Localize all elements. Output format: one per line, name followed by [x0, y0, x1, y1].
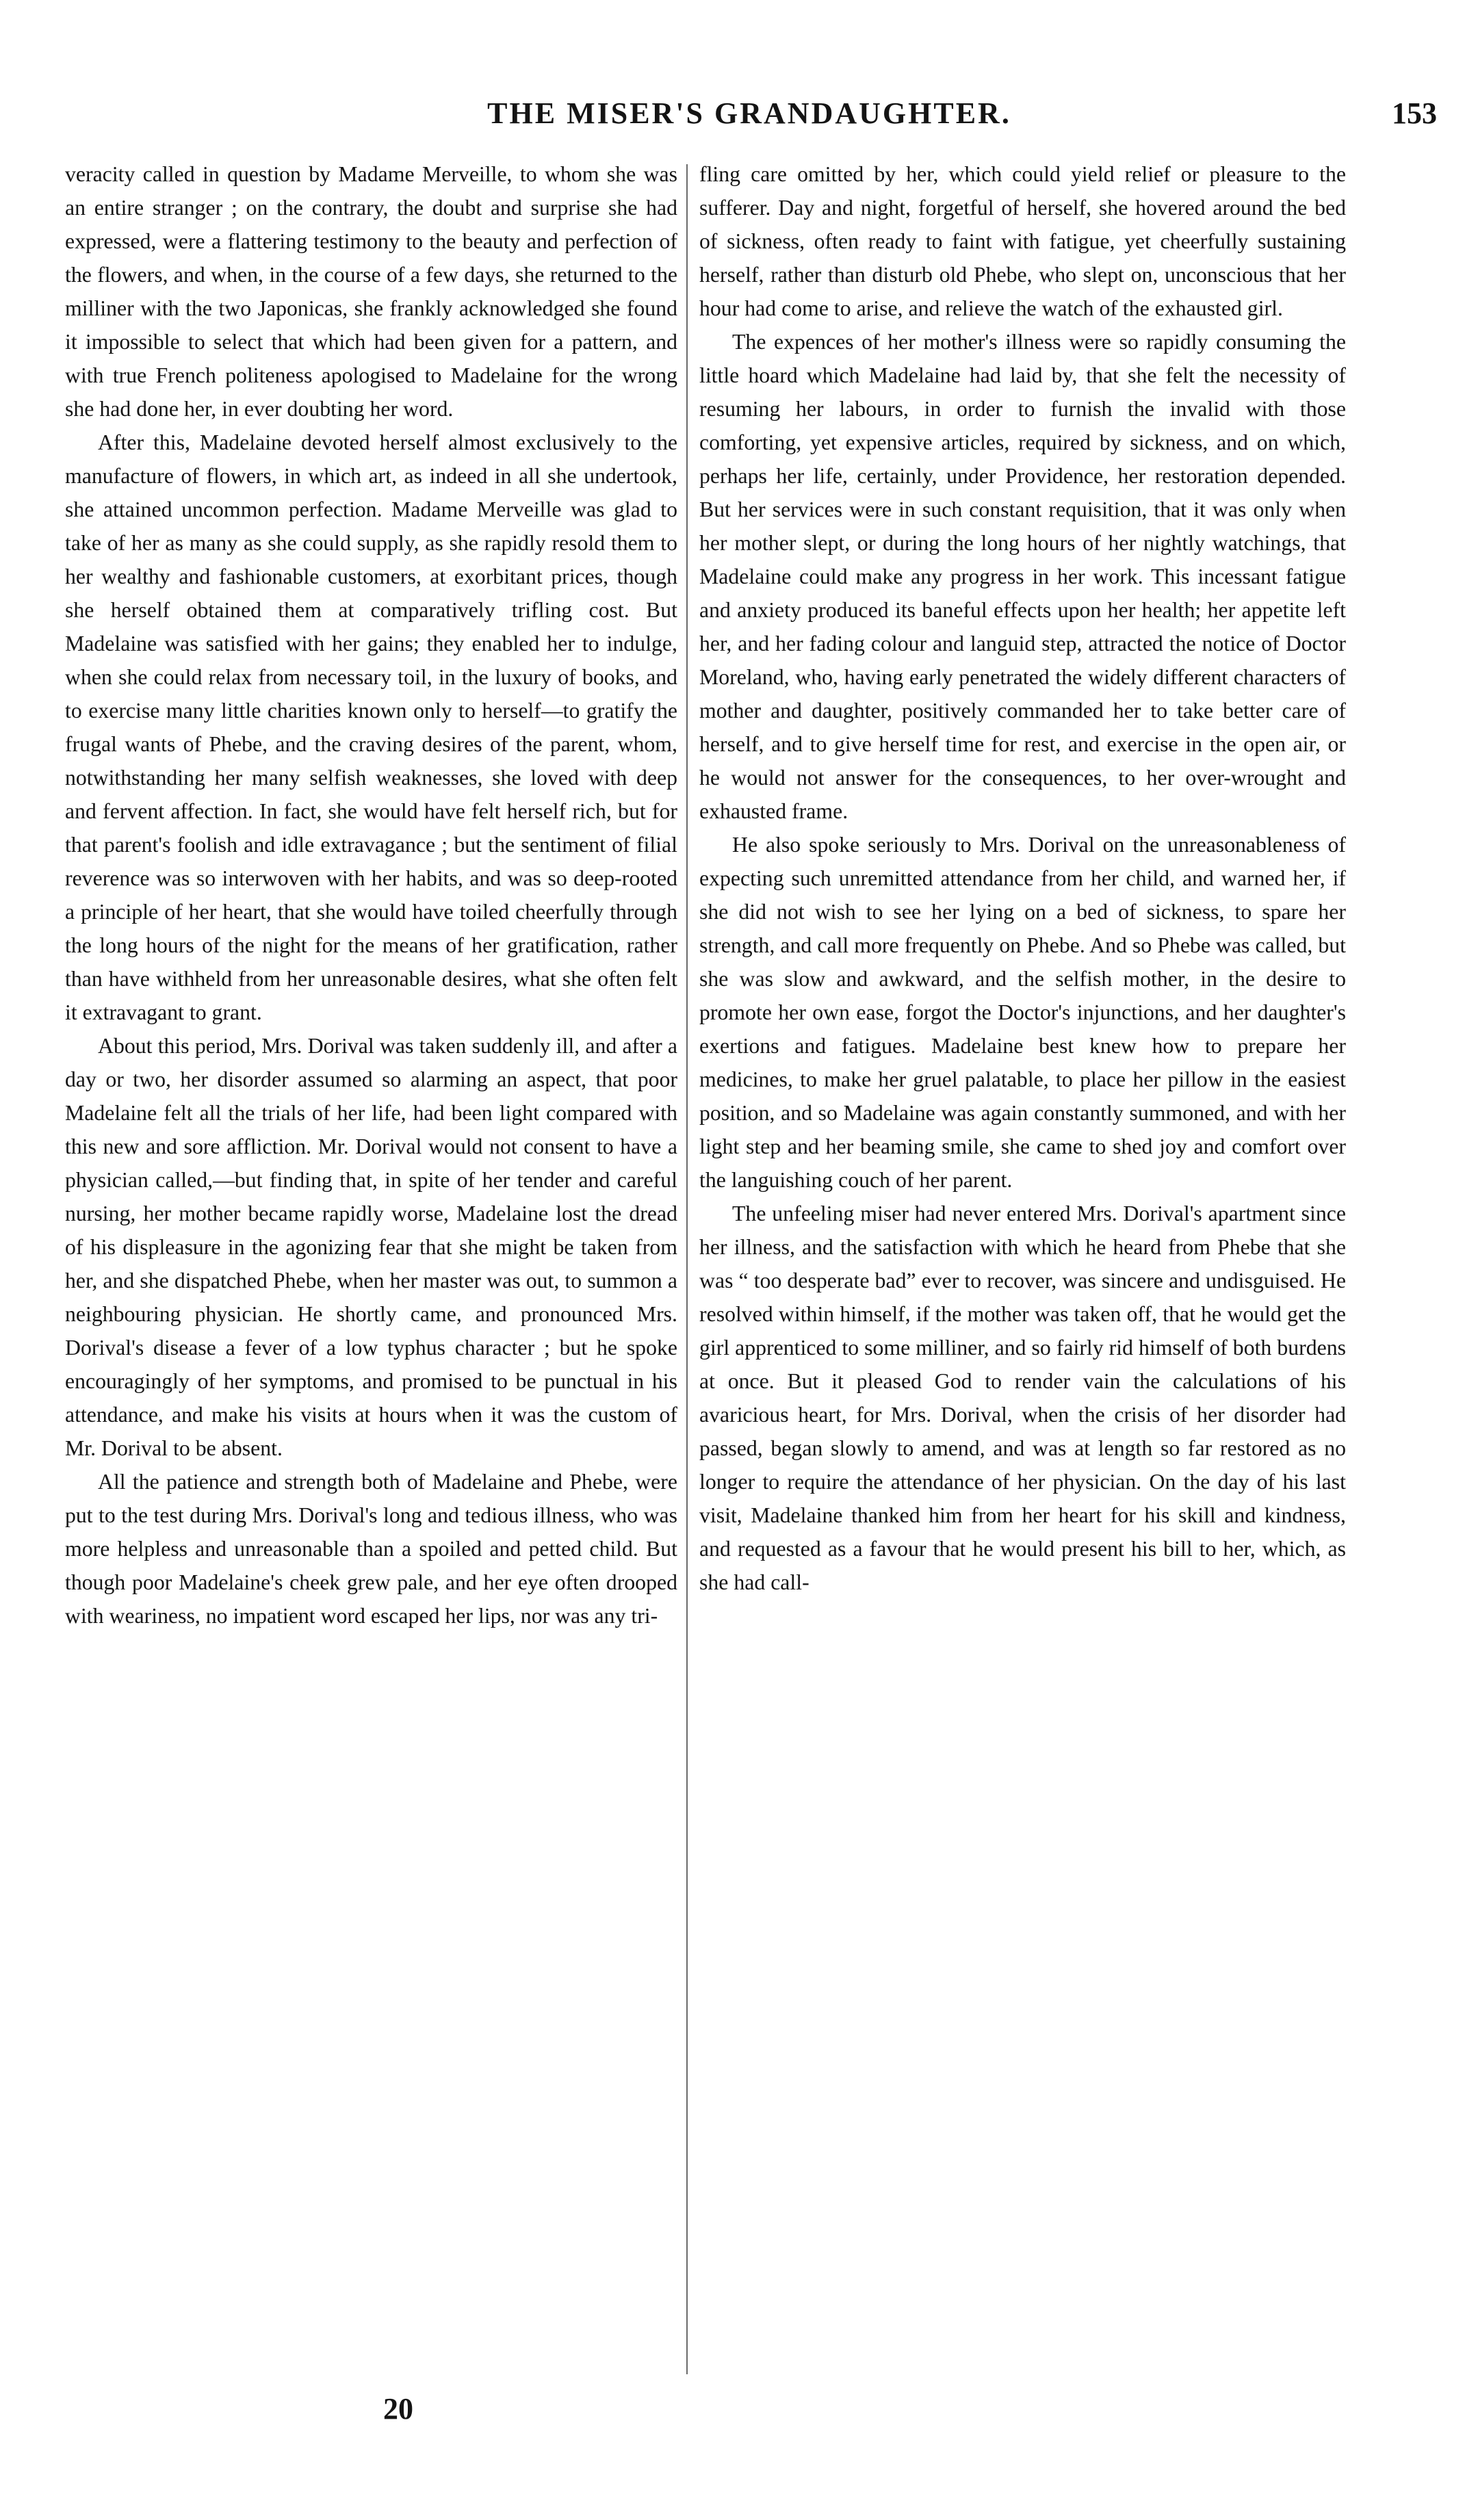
paragraph: He also spoke seriously to Mrs. Dorival on the unreasonableness of expecting such unremitted attendance from her child, and warned her, if she did not wish to see her lying on a bed of sickness, to spare her strength, and call more frequently on Phebe. And so Phebe was called, but she was slow and awkward, and the selfish mother, in the desire to promote her own ease, forgot the Doctor's injunctions, and her daughter's exertions and fatigues. Madelaine best knew how to prepare her medicines, to make her gruel palatable, to place her pillow in the easiest position, and so Madelaine was again constantly summoned, and with her light step and her beaming smile, she came to shed joy and comfort over the languishing couch of her parent.	[699, 833, 1346, 1192]
left-column	[65, 157, 677, 2388]
paragraph: veracity called in question by Madame Merveille, to whom she was an entire stranger ; on the contrary, the doubt and surprise she had expressed, were a flattering testimony to the beauty and perfection of the flowers, and when, in the course of a few days, she returned to the milliner with the two Japonicas, she frankly acknowledged she found it impossible to select that which had been given for a pattern, and with true French politeness apologised to Madelaine for the wrong she had done her, in ever doubting her word.	[65, 162, 677, 421]
paragraph: fling care omitted by her, which could yield relief or pleasure to the sufferer. Day and night, forgetful of herself, she hovered around the bed of sickness, often ready to faint with fatigue, yet cheerfully sustaining herself, rather than disturb old Phebe, who slept on, unconscious that her hour had come to arise, and relieve the watch of the exhausted girl.	[699, 162, 1346, 320]
running-title: THE MISER'S GRANDAUGHTER.	[487, 96, 1011, 130]
paragraph: About this period, Mrs. Dorival was taken suddenly ill, and after a day or two, her disorder assumed so alarming an aspect, that poor Madelaine felt all the trials of her life, had been light compared with this new and sore affliction. Mr. Dorival would not consent to have a physician called,—but finding that, in spite of her tender and careful nursing, her mother became rapidly worse, Madelaine lost the dread of his displeasure in the agonizing fear that she might be taken from her, and she dispatched Phebe, when her master was out, to summon a neighbouring physician. He shortly came, and pronounced Mrs. Dorival's disease a fever of a low typhus character ; but he spoke encouragingly of her symptoms, and promised to be punctual in his attendance, and make his visits at hours when it was the custom of Mr. Dorival to be absent.	[65, 1034, 677, 1460]
column-divider	[686, 164, 688, 2374]
right-column	[699, 157, 1346, 2388]
paragraph: The unfeeling miser had never entered Mrs. Dorival's apartment since her illness, and the satisfaction with which he heard from Phebe that she was “ too desperate bad” ever to recover, was sincere and undisguised. He resolved within himself, if the mother was taken off, that he would get the girl apprenticed to some milliner, and so fairly rid himself of both burdens at once. But it pleased God to render vain the calculations of his avaricious heart, for Mrs. Dorival, when the crisis of her disorder had passed, began slowly to amend, and was at length so far restored as no longer to require the attendance of her physician. On the day of his last visit, Madelaine thanked him from her heart for his skill and kindness, and requested as a favour that he would present his bill to her, which, as she had call-	[699, 1201, 1346, 1594]
page-header	[62, 96, 1437, 144]
page-number: 153	[1392, 96, 1437, 130]
signature-mark: 20	[383, 2392, 413, 2426]
paragraph: The expences of her mother's illness were so rapidly consuming the little hoard which Madelaine had laid by, that she felt the necessity of resuming her labours, in order to furnish the invalid with those comforting, yet expensive articles, required by sickness, and on which, perhaps her life, certainly, under Providence, her restoration depended. But her services were in such constant requisition, that it was only when her mother slept, or during the long hours of her nightly watchings, that Madelaine could make any progress in her work. This incessant fatigue and anxiety produced its baneful effects upon her health; her appetite left her, and her fading colour and languid step, attracted the notice of Doctor Moreland, who, having early penetrated the widely different characters of mother and daughter, positively commanded her to take better care of herself, and to give herself time for rest, and exercise in the open air, or he would not answer for the consequences, to her over-wrought and exhausted frame.	[699, 330, 1346, 823]
paragraph: All the patience and strength both of Madelaine and Phebe, were put to the test during Mrs. Dorival's long and tedious illness, who was more helpless and unreasonable than a spoiled and petted child. But though poor Madelaine's cheek grew pale, and her eye often drooped with weariness, no impatient word escaped her lips, nor was any tri-	[65, 1470, 677, 1628]
paragraph: After this, Madelaine devoted herself almost exclusively to the manufacture of flowers, in which art, as indeed in all she undertook, she attained uncommon perfection. Madame Merveille was glad to take of her as many as she could supply, as she rapidly resold them to her wealthy and fashionable customers, at exorbitant prices, though she herself obtained them at comparatively trifling cost. But Madelaine was satisfied with her gains; they enabled her to indulge, when she could relax from necessary toil, in the luxury of books, and to exercise many little charities known only to herself—to gratify the frugal wants of Phebe, and the craving desires of the parent, whom, notwithstanding her many selfish weaknesses, she loved with deep and fervent affection. In fact, she would have felt herself rich, but for that parent's foolish and idle extravagance ; but the sentiment of filial reverence was so interwoven with her habits, and was so deep-rooted a principle of her heart, that she would have toiled cheerfully through the long hours of the night for the means of her gratification, rather than have withheld from her unreasonable desires, what she often felt it extravagant to grant.	[65, 430, 677, 1024]
